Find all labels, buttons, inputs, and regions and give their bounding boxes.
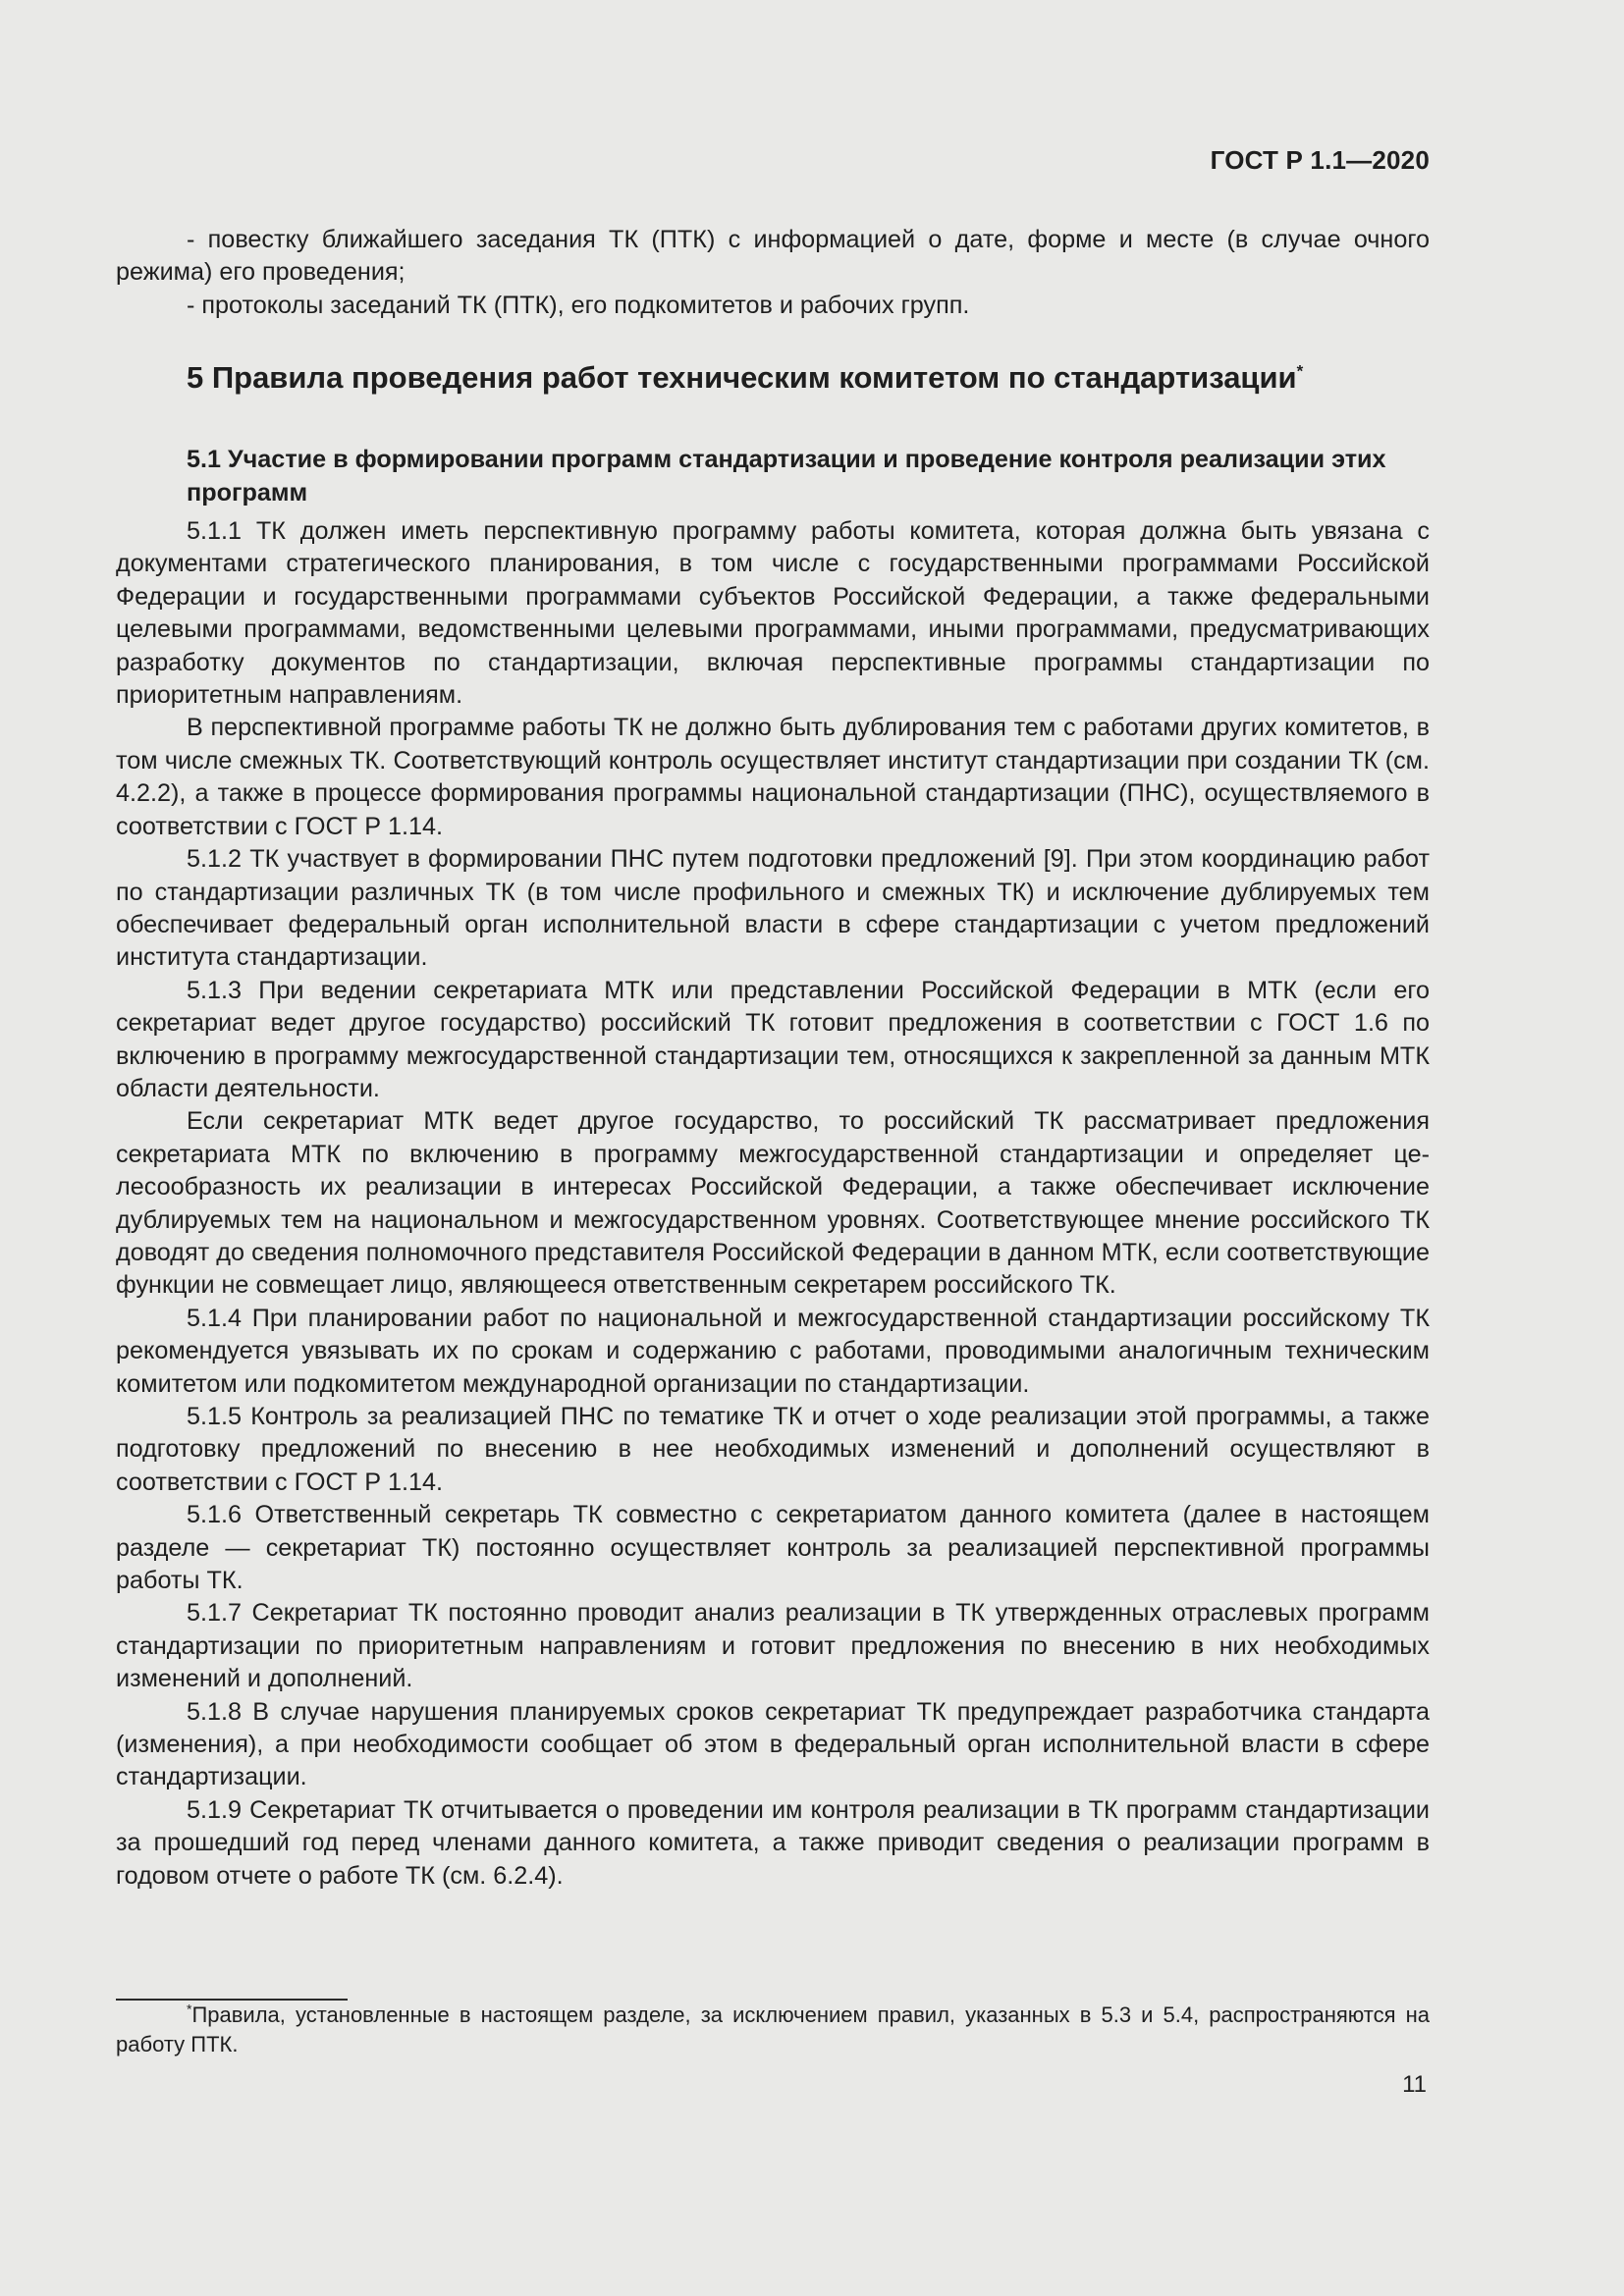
- paragraph-5-1-4: 5.1.4 При планировании работ по национальной и межгосударственной стандартизации российскому ТК рекомендуется увязывать их по срокам и содержанию с работами, проводимыми аналогичным техническим комитетом или подкомитетом международной организации по стандартизации.: [116, 1304, 1430, 1398]
- section-5-title: 5 Правила проведения работ техническим комитетом по стандартизации: [187, 360, 1297, 396]
- paragraph-5-1-2: 5.1.2 ТК участвует в формировании ПНС путем подготовки предложений [9]. При этом координацию работ по стандартизации различных ТК (в том числе профильного и смежных ТК) и исключение дублируемых тем обеспечивает федеральный орган исполнительной власти в сфере стандартизации с учетом предложений института стандартизации.: [116, 845, 1430, 972]
- footnote: [116, 2001, 1430, 2059]
- paragraph-5-1-3-continued: Если секретариат МТК ведет другое государство, то российский ТК рассматривает предложения секретариата МТК по включению в программу межгосударственной стандартизации и определяет целесообразность их реализации в интересах Российской Федерации, а также обеспечивает исключение дублируемых тем на национальном и межгосударственном уровнях. Соответствующее мнение российского ТК доводят до сведения полномочного представителя Российской Федерации в данном МТК, если соответствующие функции не совмещает лицо, являющееся ответственным секретарем российского ТК.: [116, 1107, 1430, 1300]
- footnote-text: Правила, установленные в настоящем разделе, за исключением правил, указанных в 5.3 и 5.4, распространяются на работу ПТК.: [116, 2002, 1430, 2056]
- paragraph-5-1-8: 5.1.8 В случае нарушения планируемых сроков секретариат ТК предупреждает разработчика стандарта (изменения), а при необходимости сообщает об этом в федеральный орган исполнительной власти в сфере стандартизации.: [116, 1697, 1430, 1791]
- page-number: 11: [1402, 2071, 1427, 2098]
- section-5-heading: [187, 359, 1430, 397]
- page-body: [116, 224, 1430, 1893]
- paragraph-5-1-7: 5.1.7 Секретариат ТК постоянно проводит анализ реализации в ТК утвержденных отраслевых программ стандартизации по приоритетным направлениям и готовит предложения по внесению в них необходимых изменений и дополнений.: [116, 1599, 1430, 1693]
- paragraph-5-1-5: 5.1.5 Контроль за реализацией ПНС по тематике ТК и отчет о ходе реализации этой программы, а также подготовку предложений по внесению в нее необходимых изменений и дополнений осуществляют в соответствии с ГОСТ Р 1.14.: [116, 1403, 1430, 1496]
- paragraph-5-1-1-continued: В перспективной программе работы ТК не должно быть дублирования тем с работами других комитетов, в том числе смежных ТК. Соответствующий контроль осуществляет институт стандартизации при создании ТК (см. 4.2.2), а также в процессе формирования программы национальной стандартизации (ПНС), осуществляемого в соответствии с ГОСТ Р 1.14.: [116, 714, 1430, 840]
- paragraph-5-1-6: 5.1.6 Ответственный секретарь ТК совместно с секретариатом данного комитета (далее в настоящем разделе — секретариат ТК) постоянно осуществляет контроль за реализацией перспективной программы работы ТК.: [116, 1501, 1430, 1595]
- paragraph-5-1-9: 5.1.9 Секретариат ТК отчитывается о проведении им контроля реализации в ТК программ стандартизации за прошедший год перед членами данного комитета, а также приводит сведения о реализации программ в годовом отчете о работе ТК (см. 6.2.4).: [116, 1795, 1430, 1890]
- section-5-footnote-mark: *: [1296, 361, 1304, 381]
- paragraph-5-1-1: 5.1.1 ТК должен иметь перспективную программу работы комитета, которая должна быть увязана с документами стратегического планирования, в том числе с государственными программами Российской Федерации и государственными программами субъектов Российской Федерации, а также федеральными целевыми программами, ведомственными целевыми программами, иными программами, предусматривающих разработку документов по стандартизации, включая перспективные программы стандартизации по приоритетным направлениям.: [116, 517, 1430, 710]
- paragraph-5-1-3: 5.1.3 При ведении секретариата МТК или представлении Российской Федерации в МТК (если его секретариат ведет другое государство) российский ТК готовит предложения в соответствии с ГОСТ 1.6 по включению в программу межгосударственной стандартизации тем, относящихся к закрепленной за данным МТК области деятельности.: [116, 976, 1430, 1102]
- intro-item-meeting-protocols: - протоколы заседаний ТК (ПТК), его подкомитетов и рабочих групп.: [187, 291, 970, 319]
- intro-item-meeting-agenda: - повестку ближайшего заседания ТК (ПТК) с информацией о дате, форме и месте (в случае очного режима) его проведения;: [116, 226, 1430, 287]
- standard-code-header: ГОСТ Р 1.1—2020: [1210, 145, 1430, 175]
- subsection-5-1-heading: 5.1 Участие в формировании программ стандартизации и проведение контроля реализации этих программ: [187, 446, 1386, 507]
- footnote-mark: *: [187, 2001, 192, 2017]
